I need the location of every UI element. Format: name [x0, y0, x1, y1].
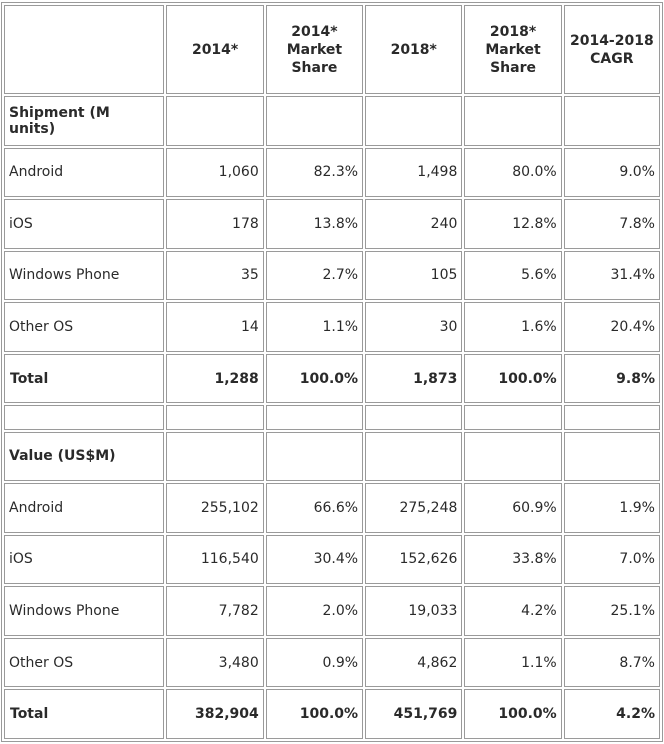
cell-cagr: 31.4% — [564, 251, 660, 301]
shipment-total-row — [4, 354, 660, 404]
row-os-label: Other OS — [4, 638, 164, 688]
total-2014: 382,904 — [166, 689, 263, 739]
row-os-label: Android — [4, 483, 164, 533]
empty-cell — [4, 405, 164, 429]
cell-2014: 1,060 — [166, 148, 263, 198]
empty-cell — [266, 432, 363, 482]
header-2014-market-share — [266, 5, 363, 94]
empty-cell — [464, 96, 561, 146]
empty-cell — [564, 96, 660, 146]
cell-2014: 35 — [166, 251, 263, 301]
shipment-section-title: Shipment (M units) — [4, 96, 164, 146]
shipment-section-row — [4, 96, 660, 146]
header-cagr-line2: CAGR — [590, 50, 634, 67]
cell-2014-share: 30.4% — [266, 535, 363, 585]
value-section-title: Value (US$M) — [4, 432, 164, 482]
cell-2018: 105 — [365, 251, 462, 301]
table-row — [4, 251, 660, 301]
value-total-row — [4, 689, 660, 739]
total-2018-share: 100.0% — [464, 354, 561, 404]
total-2018: 1,873 — [365, 354, 462, 404]
header-2018-share-line3: Share — [490, 59, 536, 76]
cell-2014-share: 13.8% — [266, 199, 363, 249]
cell-cagr: 8.7% — [564, 638, 660, 688]
cell-2018: 275,248 — [365, 483, 462, 533]
empty-cell — [365, 405, 462, 429]
empty-cell — [464, 405, 561, 429]
table-row — [4, 586, 660, 636]
row-os-label: Android — [4, 148, 164, 198]
cell-2018-share: 4.2% — [464, 586, 561, 636]
cell-cagr: 7.8% — [564, 199, 660, 249]
cell-2014-share: 1.1% — [266, 302, 363, 352]
total-label: Total — [4, 354, 164, 404]
empty-cell — [166, 405, 263, 429]
empty-cell — [266, 405, 363, 429]
header-2014-share-line3: Share — [291, 59, 338, 76]
header-2018: 2018* — [365, 5, 462, 94]
table-header-row — [4, 5, 660, 94]
empty-cell — [365, 432, 462, 482]
header-2014: 2014* — [166, 5, 263, 94]
header-2014-share-line1: 2014* — [291, 23, 338, 40]
header-empty-cell — [4, 5, 164, 94]
empty-cell — [266, 96, 363, 146]
cell-2018: 19,033 — [365, 586, 462, 636]
row-os-label: Windows Phone — [4, 586, 164, 636]
cell-2018-share: 33.8% — [464, 535, 561, 585]
cell-2018-share: 12.8% — [464, 199, 561, 249]
cell-2014: 178 — [166, 199, 263, 249]
total-cagr: 9.8% — [564, 354, 660, 404]
header-cagr — [564, 5, 660, 94]
cell-2018-share: 80.0% — [464, 148, 561, 198]
cell-2014: 7,782 — [166, 586, 263, 636]
total-2014-share: 100.0% — [266, 354, 363, 404]
market-share-table — [1, 2, 663, 742]
cell-2018-share: 1.6% — [464, 302, 561, 352]
total-cagr: 4.2% — [564, 689, 660, 739]
cell-cagr: 20.4% — [564, 302, 660, 352]
empty-cell — [564, 432, 660, 482]
table-row — [4, 148, 660, 198]
cell-2014: 116,540 — [166, 535, 263, 585]
empty-cell — [166, 432, 263, 482]
cell-2018: 30 — [365, 302, 462, 352]
cell-cagr: 7.0% — [564, 535, 660, 585]
cell-2018-share: 60.9% — [464, 483, 561, 533]
market-table-container — [1, 2, 663, 742]
table-row — [4, 483, 660, 533]
total-2014-share: 100.0% — [266, 689, 363, 739]
header-cagr-line1: 2014-2018 — [569, 32, 654, 49]
cell-2014: 255,102 — [166, 483, 263, 533]
cell-2014-share: 2.0% — [266, 586, 363, 636]
cell-2014: 3,480 — [166, 638, 263, 688]
cell-2018-share: 1.1% — [464, 638, 561, 688]
cell-2018: 4,862 — [365, 638, 462, 688]
row-os-label: iOS — [4, 199, 164, 249]
cell-2014: 14 — [166, 302, 263, 352]
header-2014-share-line2: Market — [286, 41, 343, 58]
header-2018-market-share — [464, 5, 561, 94]
total-2018: 451,769 — [365, 689, 462, 739]
table-row — [4, 535, 660, 585]
empty-cell — [166, 96, 263, 146]
row-os-label: iOS — [4, 535, 164, 585]
total-2014: 1,288 — [166, 354, 263, 404]
header-2018-share-line1: 2018* — [489, 23, 537, 40]
cell-2018: 1,498 — [365, 148, 462, 198]
cell-2014-share: 82.3% — [266, 148, 363, 198]
header-2018-share-line2: Market — [485, 41, 541, 58]
cell-2014-share: 0.9% — [266, 638, 363, 688]
cell-2018: 240 — [365, 199, 462, 249]
spacer-row — [4, 405, 660, 429]
cell-cagr: 9.0% — [564, 148, 660, 198]
cell-2014-share: 66.6% — [266, 483, 363, 533]
cell-2014-share: 2.7% — [266, 251, 363, 301]
total-2018-share: 100.0% — [464, 689, 561, 739]
table-row — [4, 199, 660, 249]
value-section-row — [4, 432, 660, 482]
cell-cagr: 1.9% — [564, 483, 660, 533]
row-os-label: Other OS — [4, 302, 164, 352]
total-label: Total — [4, 689, 164, 739]
cell-2018-share: 5.6% — [464, 251, 561, 301]
table-row — [4, 302, 660, 352]
cell-cagr: 25.1% — [564, 586, 660, 636]
row-os-label: Windows Phone — [4, 251, 164, 301]
table-row — [4, 638, 660, 688]
empty-cell — [365, 96, 462, 146]
empty-cell — [564, 405, 660, 429]
empty-cell — [464, 432, 561, 482]
cell-2018: 152,626 — [365, 535, 462, 585]
